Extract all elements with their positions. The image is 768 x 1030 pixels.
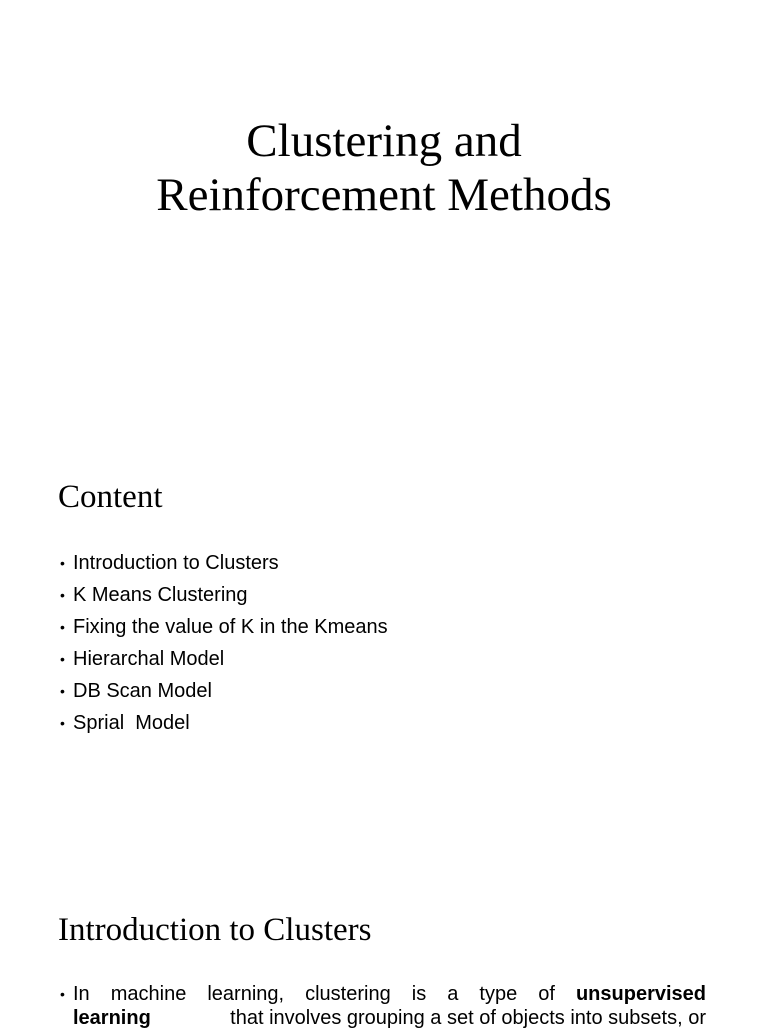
slide-title (0, 114, 768, 222)
list-item (60, 579, 388, 611)
bullet-icon: • (60, 619, 65, 635)
bullet-icon: • (60, 683, 65, 699)
list-item-text: Fixing the value of K in the Kmeans (73, 616, 388, 638)
content-slide (0, 432, 768, 864)
intro-heading: Introduction to Clusters (58, 912, 372, 948)
intro-word: learning, (207, 983, 285, 1005)
list-item-text: K Means Clustering (73, 584, 248, 606)
list-item (60, 707, 388, 739)
intro-word: a (447, 983, 459, 1005)
list-item (60, 675, 388, 707)
intro-word: is (411, 983, 427, 1005)
intro-word: machine (110, 983, 187, 1005)
bullet-icon: • (60, 651, 65, 667)
intro-bold-term: learning (73, 1007, 151, 1029)
intro-bold-term: unsupervised (575, 983, 706, 1005)
list-item-text: Sprial Model (73, 712, 190, 734)
bullet-icon: • (60, 555, 65, 571)
title-slide (0, 0, 768, 432)
list-item-text: Hierarchal Model (73, 648, 225, 670)
intro-paragraph (60, 982, 706, 1030)
intro-word: type (479, 983, 518, 1005)
intro-text: that involves grouping a set of objects into subsets, or (230, 1007, 706, 1029)
bullet-icon: • (60, 986, 65, 1002)
list-item (60, 611, 388, 643)
list-item-text: Introduction to Clusters (73, 552, 279, 574)
bullet-icon: • (60, 587, 65, 603)
content-heading: Content (58, 479, 163, 515)
list-item-text: DB Scan Model (73, 680, 212, 702)
bullet-icon: • (60, 715, 65, 731)
intro-word: of (538, 983, 555, 1005)
title-line-1: Clustering and (246, 115, 522, 167)
intro-line-1 (60, 982, 706, 1006)
title-line-2: Reinforcement Methods (156, 169, 612, 221)
list-item (60, 547, 388, 579)
content-bullet-list (60, 547, 388, 739)
list-item (60, 643, 388, 675)
intro-word: clustering (305, 983, 391, 1005)
intro-line-2 (60, 1006, 706, 1030)
intro-word: • In (60, 983, 90, 1005)
intro-slide (0, 864, 768, 1029)
